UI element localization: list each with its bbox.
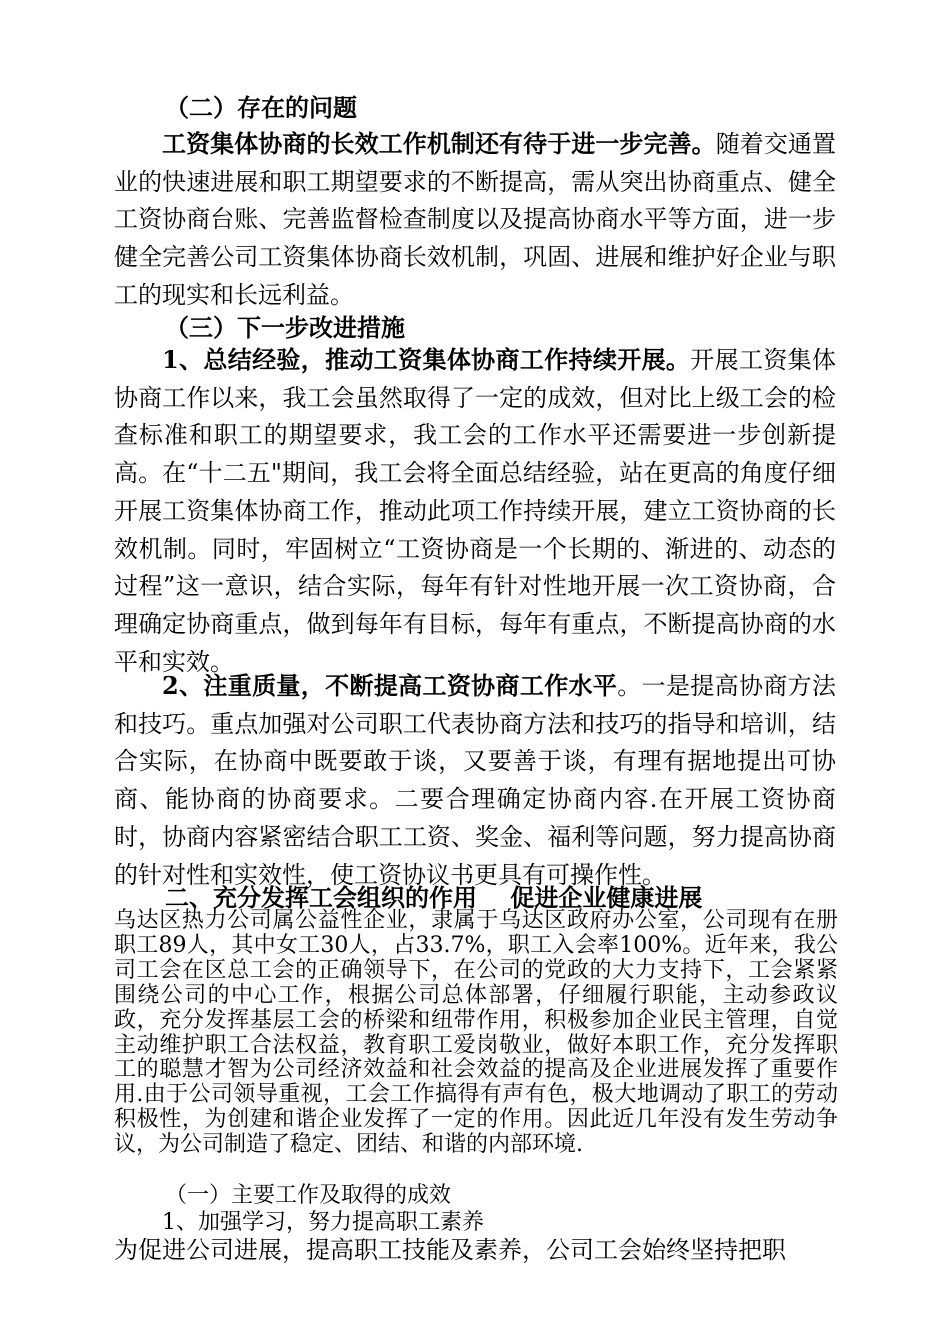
paragraph-lead: 1、总结经验，推动工资集体协商工作持续开展。 (162, 345, 691, 374)
section-heading-union-role: 二、充分发挥工会组织的作用 促进企业健康进展 (165, 883, 703, 912)
paragraph-company-intro: 乌达区热力公司属公益性企业，隶属于乌达区政府办公室，公司现有在册职工89人，其中女工30人，占33.7%，职工入会率100%。近年来，我公司工会在区总工会的正确领导下，在公司的党政的大力支持下，工会紧紧围绕公司的中心工作，根据公司总体部署，仔细履行职能，主动参政议政，充分发挥基层工会的桥梁和纽带作用，积极参加企业民主管理，自觉主动维护职工合法权益，教育职工爱岗敬业，做好本职工作，充分发挥职工的聪慧才智为公司经济效益和社会效益的提高及企业进展发挥了重要作用.由于公司领导重视，工会工作搞得有声有色，极大地调动了职工的劳动积极性，为创建和谐企业发挥了一定的作用。因此近几年没有发生劳动争议，为公司制造了稳定、团结、和谐的内部环境. (114, 908, 838, 1158)
paragraph-item-1: 为促进公司进展，提高职工技能及素养，公司工会始终坚持把职 (114, 1236, 786, 1264)
paragraph-text: 开展工资集体协商工作以来，我工会虽然取得了一定的成效，但对比上级工会的检查标准和职工的期望要求，我工会的工作水平还需要进一步创新提高。在“十二五"期间，我工会将全面总结经验，站在更高的角度仔细开展工资集体协商工作，推动此项工作持续开展，建立工资协商的长效机制。同时，牢固树立“工资协商是一个长期的、渐进的、动态的过程”这一意识，结合实际，每年有针对性地开展一次工资协商，合理确定协商重点，做到每年有目标，每年有重点，不断提高协商的水平和实效。 (114, 346, 837, 676)
paragraph-problems (114, 125, 836, 315)
paragraph-text: 随着交通置业的快速进展和职工期望要求的不断提高，需从突出协商重点、健全工资协商台账、完善监督检查制度以及提高协商水平等方面，进一步健全完善公司工资集体协商长效机制，巩固、进展和维护好企业与职工的现实和长远利益。 (114, 130, 836, 309)
section-heading-next-steps: （三）下一步改进措施 (165, 313, 405, 342)
paragraph-measure-2 (114, 667, 836, 894)
paragraph-text: 。一是提高协商方法和技巧。重点加强对公司职工代表协商方法和技巧的指导和培训，结合实际，在协商中既要敢于谈，又要善于谈，有理有据地提出可协商、能协商的协商要求。二要合理确定协商内容.在开展工资协商时，协商内容紧密结合职工工资、奖金、福利等问题，努力提高协商的针对性和实效性，使工资协议书更具有可操作性。 (114, 672, 837, 889)
paragraph-lead: 2、注重质量，不断提高工资协商工作水平 (162, 671, 618, 700)
section-heading-problems: （二）存在的问题 (165, 93, 357, 122)
paragraph-lead: 工资集体协商的长效工作机制还有待于进一步完善。 (162, 129, 716, 158)
paragraph-measure-1 (114, 341, 836, 681)
subheading-main-work: （一）主要工作及取得的成效 (165, 1183, 452, 1208)
subheading-item-1: 1、加强学习，努力提高职工素养 (162, 1210, 484, 1235)
